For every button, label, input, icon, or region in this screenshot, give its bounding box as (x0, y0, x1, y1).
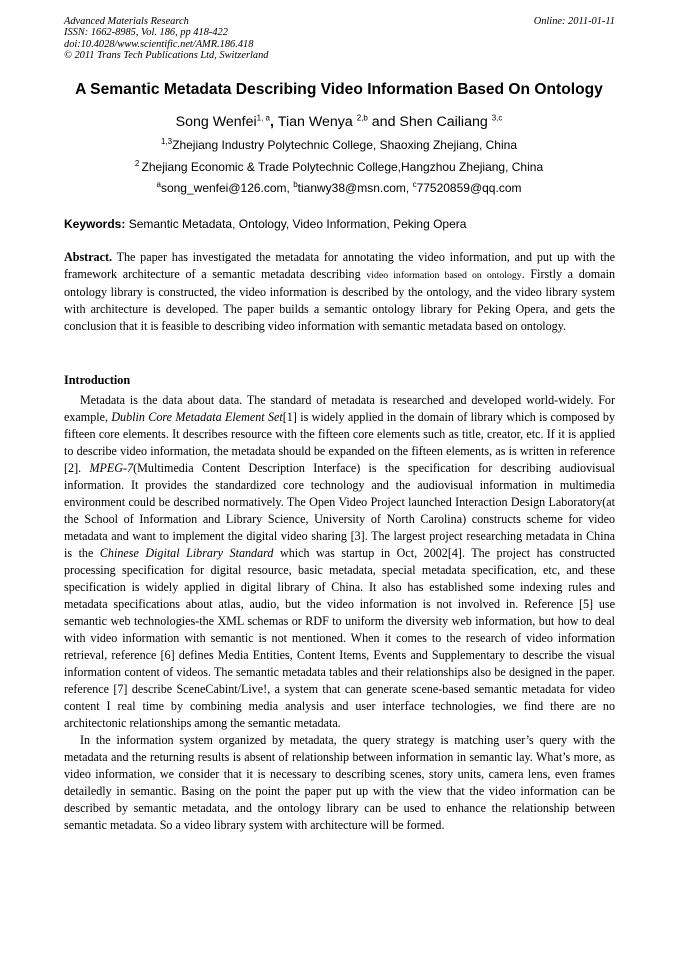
email-superscript: b (293, 180, 298, 189)
affiliation-1 (0, 138, 678, 152)
email-superscript: c (412, 180, 417, 189)
doi-line: doi:10.4028/www.scientific.net/AMR.186.418 (64, 38, 254, 50)
affiliation-text: Zhejiang Economic & Trade Polytechnic College,Hangzhou Zhejiang, China (141, 160, 544, 174)
keywords-line (64, 217, 466, 231)
email-text: 77520859@qq.com (416, 181, 522, 195)
header-left (64, 16, 615, 62)
author-superscript: 1, a (256, 113, 270, 123)
intro-italic-text: Dublin Core Metadata Element Set (111, 410, 283, 425)
email-superscript: a (156, 180, 161, 189)
intro-text: [1] is widely applied in the domain of library which is composed by fifteen core elements. It describes resource with the fifteen core elements such as title, creator, etc. If it is applied to describe video information, the metadata should be expanded on the fifteen elements, as is written in reference [2]. (64, 410, 615, 476)
author-name: Tian Wenya (277, 114, 357, 130)
keywords-text: Semantic Metadata, Ontology, Video Information, Peking Opera (125, 217, 467, 231)
email-text: song_wenfei@126.com, (160, 181, 294, 195)
author-list (0, 114, 678, 130)
author-name: Shen Cailiang (399, 114, 492, 130)
introduction-body (64, 392, 615, 834)
intro-italic-text: Chinese Digital Library Standard (99, 546, 274, 561)
intro-text: (Multimedia Content Description Interface) is the specification for describing audiovisual information. It provides the standardized core technology and the audiovisual information in multimedia environment could be described normatively. The Open Video Project launched Interaction Design Laboratory(at the School of Information and Library Science, University of North Carolina) constructs scheme for video metadata and want to implement the digital video sharing [3]. The largest project researching metadata in China is the (64, 461, 615, 561)
author-separator: , (269, 114, 278, 130)
author-separator: and (367, 114, 400, 130)
affiliation-superscript: 2 (134, 159, 142, 168)
issn-line: ISSN: 1662-8985, Vol. 186, pp 418-422 (64, 27, 228, 39)
author-emails (0, 181, 678, 195)
abstract-paragraph (64, 249, 615, 335)
intro-italic-text: MPEG-7 (89, 461, 134, 476)
affiliation-2 (0, 160, 678, 174)
abstract-text-small: video information based on ontology (366, 270, 522, 282)
affiliation-text: Zhejiang Industry Polytechnic College, Shaoxing Zhejiang, China (172, 138, 517, 152)
email-text: tianwy38@msn.com, (297, 181, 413, 195)
author-superscript: 2,b (356, 113, 368, 123)
keywords-label: Keywords: (64, 217, 126, 231)
intro-text: Metadata is the data about data. The standard of metadata is researched and developed world-widely. For example, (64, 393, 615, 425)
author-name: Song Wenfei (175, 114, 257, 130)
affiliation-superscript: 1,3 (161, 137, 173, 146)
online-date: Online: 2011-01-11 (533, 16, 615, 27)
copyright-line: © 2011 Trans Tech Publications Ltd, Switzerland (64, 50, 269, 62)
author-superscript: 3,c (491, 113, 503, 123)
intro-paragraph-1 (64, 392, 615, 732)
abstract-label: Abstract. (64, 250, 113, 264)
abstract-text: . Firstly a domain ontology library is constructed, the video information is described by the ontology, and the video library system with architecture is developed. The paper builds a semantic ontology library for Peking Opera, and gets the conclusion that it is feasible to describing video information with semantic metadata based on ontology. (64, 267, 615, 334)
journal-header (64, 16, 615, 62)
intro-paragraph-2: In the information system organized by metadata, the query strategy is matching user’s query with the metadata and the returning results is absent of relationship between information in semantic lay. What’s more, as video information, we consider that it is necessary to describing scenes, story units, camera lens, even frames detailedly in semantic. Basing on the point the paper put up with the view that the video information can be described by semantic metadata, and the ontology library can be used to enhance the relationship between semantic metadata. So a video library system with architecture will be formed. (64, 733, 615, 833)
abstract-text: The paper has investigated the metadata for annotating the video information, and put up with the framework architecture of a semantic metadata describing (64, 250, 615, 282)
intro-text: which was startup in Oct, 2002[4]. The project has constructed processing specification for digital resource, basic metadata, special metadata specification, etc, and these specification is widely applied in digital library of China. It also has established some indexing rules and metadata specifications about atlas, audio, but the video information is not involved in. Reference [5] use semantic web technologies-the XML schemas or RDF to uniform the diversity web information, but how to deal with video information with semantic is not mentioned. When it comes to the research of video information retrieval, reference [6] defines Media Entities, Content Items, Events and Supplementary to describe the visual information content of videos. The semantic metadata tables and their relationships also be designed in the paper. reference [7] describe SceneCabint/Live!, a system that can generate scene-based semantic metadata for video content I real time by combining media analysis and user interface technologies, we find there are no architectonic relationships among the semantic metadata. (64, 546, 616, 731)
paper-title: A Semantic Metadata Describing Video Information Based On Ontology (75, 81, 603, 98)
journal-name: Advanced Materials Research (64, 16, 189, 27)
section-heading: Introduction (64, 373, 131, 387)
